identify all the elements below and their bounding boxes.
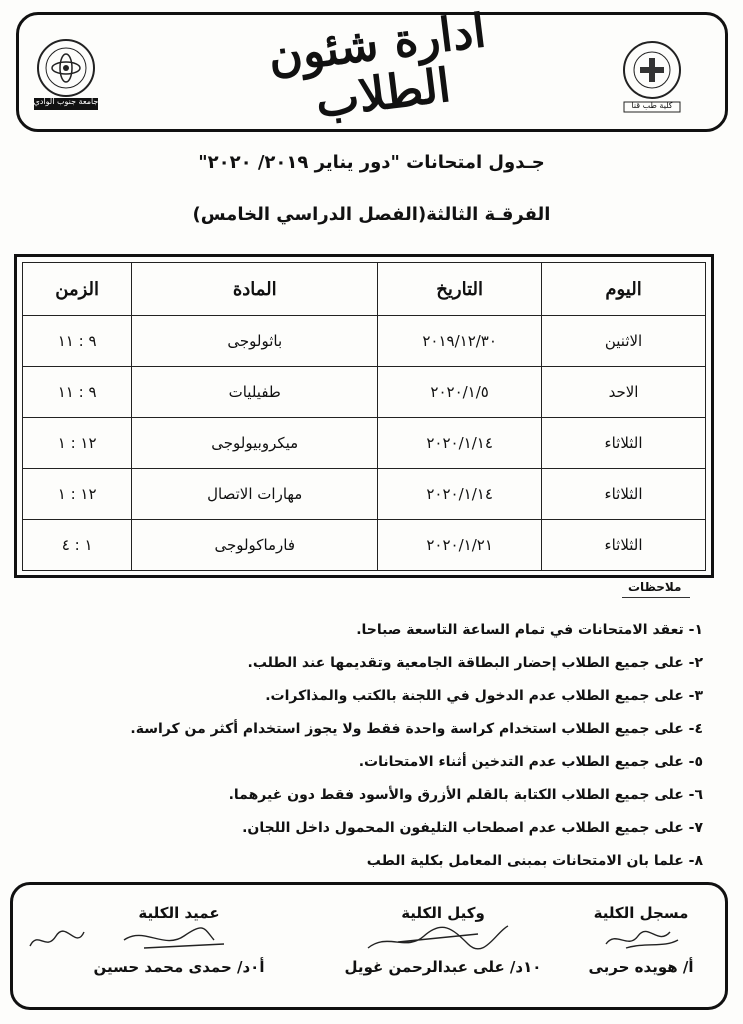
note-item: ٧- على جميع الطلاب عدم اصطحاب التليفون المحمول داخل اللجان. (242, 820, 703, 836)
cell-subject: طفيليات (132, 367, 378, 418)
cell-subject: ميكروبيولوجى (132, 418, 378, 469)
table-row (23, 520, 706, 571)
notes-list (43, 614, 703, 878)
table-row (23, 316, 706, 367)
cell-day: الاثنين (542, 316, 706, 367)
cell-time: ٩ : ١١ (23, 316, 132, 367)
schedule-title: جـدول امتحانات "دور يناير ٢٠١٩/ ٢٠٢٠" (198, 152, 545, 173)
header-day: اليوم (542, 263, 706, 316)
cell-date: ٢٠٢٠/١/١٤ (378, 469, 542, 520)
registrar-name: أ/ هويده حربى (588, 958, 694, 976)
cell-date: ٢٠٢٠/١/١٤ (378, 418, 542, 469)
registrar-signature-block (566, 904, 716, 976)
cell-subject: مهارات الاتصال (132, 469, 378, 520)
note-item: ٦- على جميع الطلاب الكتابة بالقلم الأزرق والأسود فقط دون غيرهما. (228, 787, 703, 803)
faculty-logo-right (612, 36, 692, 120)
registrar-handwritten-signature (566, 922, 716, 954)
cell-subject: باثولوجى (132, 316, 378, 367)
vice-dean-handwritten-signature (328, 922, 558, 954)
cell-date: ٢٠٢٠/١/٢١ (378, 520, 542, 571)
registrar-title: مسجل الكلية (593, 904, 689, 922)
cell-time: ١٢ : ١ (23, 418, 132, 469)
cell-date: ٢٠٢٠/١/٥ (378, 367, 542, 418)
cell-time: ٩ : ١١ (23, 367, 132, 418)
cell-day: الثلاثاء (542, 520, 706, 571)
notes-title: ملاحظات (628, 580, 682, 594)
table-header-row (23, 263, 706, 316)
header-subject: المادة (132, 263, 378, 316)
cell-day: الثلاثاء (542, 418, 706, 469)
right-logo-caption: كلية طب قنا (631, 101, 673, 110)
page-title: ادارة شئون الطلاب (265, 3, 489, 128)
note-item: ٨- علما بان الامتحانات بمبنى المعامل بكلية الطب (366, 853, 703, 869)
dean-name: أ٠د/ حمدى محمد حسين (93, 958, 265, 976)
vice-dean-name: ١٠د/ على عبدالرحمن غويل (344, 958, 542, 976)
table-row (23, 469, 706, 520)
note-item: ٢- على جميع الطلاب إحضار البطاقة الجامعية وتقديمها عند الطلب. (247, 655, 703, 671)
note-item: ١- تعقد الامتحانات في تمام الساعة التاسعة صباحا. (356, 622, 703, 638)
cell-date: ٢٠١٩/١٢/٣٠ (378, 316, 542, 367)
table-row (23, 367, 706, 418)
vice-dean-title: وكيل الكلية (401, 904, 485, 922)
cell-time: ١٢ : ١ (23, 469, 132, 520)
notes-title-underline (622, 597, 690, 598)
left-logo-caption: جامعة جنوب الوادي (33, 97, 99, 106)
note-item: ٣- على جميع الطلاب عدم الدخول في اللجنة بالكتب والمذاكرات. (265, 688, 703, 704)
table-row (23, 418, 706, 469)
cell-time: ١ : ٤ (23, 520, 132, 571)
dean-title: عميد الكلية (138, 904, 220, 922)
header-date: التاريخ (378, 263, 542, 316)
note-item: ٤- على جميع الطلاب استخدام كراسة واحدة فقط ولا يجوز استخدام أكثر من كراسة. (130, 721, 703, 737)
exam-schedule-table (14, 254, 714, 578)
university-logo-left (26, 34, 106, 118)
dean-signature-block (24, 904, 274, 976)
dean-handwritten-signature (24, 922, 274, 954)
header-time: الزمن (23, 263, 132, 316)
cell-day: الاحد (542, 367, 706, 418)
note-item: ٥- على جميع الطلاب عدم التدخين أثناء الامتحانات. (358, 754, 703, 770)
cell-day: الثلاثاء (542, 469, 706, 520)
cell-subject: فارماكولوجى (132, 520, 378, 571)
group-title: الفرقـة الثالثة(الفصل الدراسي الخامس) (192, 204, 551, 225)
vice-dean-signature-block (328, 904, 558, 976)
